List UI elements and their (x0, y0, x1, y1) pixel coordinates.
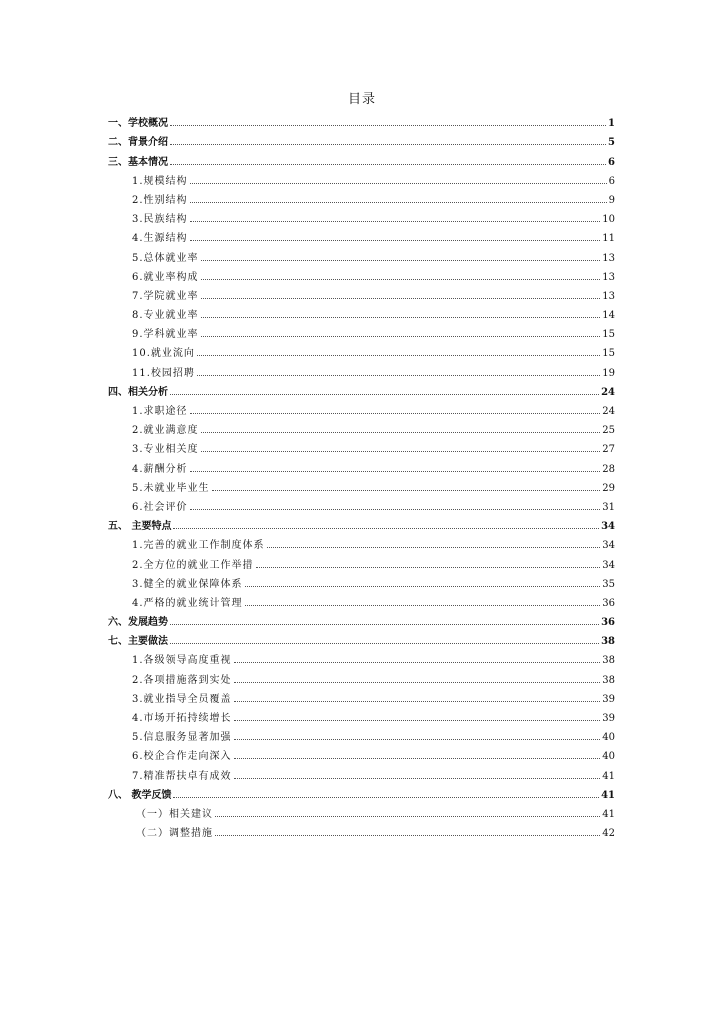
toc-entry-page-number: 24 (602, 406, 615, 417)
toc-dot-leader (190, 240, 601, 241)
toc-entry-label: 1.各级领导高度重视 (132, 655, 232, 667)
toc-entry-label: 4.市场开拓持续增长 (132, 713, 232, 724)
toc-section-entry[interactable] (108, 379, 615, 398)
toc-entry-label: 6.社会评价 (132, 501, 188, 513)
toc-entry-page-number: 36 (601, 617, 615, 629)
toc-entry-label: 11.校园招聘 (132, 367, 195, 379)
toc-entry-label: 7.学院就业率 (132, 290, 199, 302)
toc-subsection-entry[interactable] (108, 705, 615, 724)
toc-dot-leader (170, 643, 599, 644)
toc-dot-leader (190, 471, 601, 472)
toc-entry-page-number: 14 (602, 310, 615, 322)
toc-entry-page-number: 41 (601, 789, 615, 801)
toc-entry-page-number: 36 (602, 597, 615, 609)
toc-entry-page-number: 24 (601, 386, 615, 398)
toc-entry-page-number: 15 (602, 329, 615, 341)
toc-subsection-entry[interactable] (108, 455, 615, 474)
toc-entry-page-number: 10 (602, 214, 615, 226)
toc-entry-page-number: 15 (602, 348, 615, 360)
toc-subsection-entry[interactable] (108, 532, 615, 551)
toc-entry-label: 7.精准帮扶卓有成效 (132, 770, 232, 782)
toc-subsection-entry[interactable] (108, 244, 615, 263)
toc-dot-leader (245, 586, 601, 587)
toc-entry-page-number: 42 (602, 828, 615, 840)
toc-entry-label: 2.各项措施落到实处 (132, 674, 232, 686)
toc-entry-label: （二）调整措施 (136, 828, 213, 840)
toc-subsection-entry[interactable] (108, 475, 615, 494)
toc-dot-leader (173, 528, 599, 529)
toc-dot-leader (173, 797, 599, 798)
toc-entry-label: 四、相关分析 (108, 386, 168, 398)
toc-dot-leader (170, 125, 606, 126)
toc-entry-label: 二、背景介绍 (108, 137, 168, 149)
toc-entry-page-number: 40 (602, 751, 615, 763)
toc-entry-label: 1.规模结构 (132, 175, 188, 187)
toc-dot-leader (170, 394, 599, 395)
toc-list (108, 110, 615, 839)
toc-entry-label: 3.专业相关度 (132, 444, 199, 456)
toc-entry-label: 6.校企合作走向深入 (132, 751, 232, 763)
toc-entry-label: 4.生源结构 (132, 233, 188, 245)
toc-subsection-entry[interactable] (108, 225, 615, 244)
toc-dot-leader (170, 144, 606, 145)
toc-entry-page-number: 34 (601, 521, 615, 533)
toc-section-entry[interactable] (108, 148, 615, 167)
toc-subsection-entry[interactable] (108, 820, 615, 839)
toc-subsection-entry[interactable] (108, 206, 615, 225)
toc-subsection-entry[interactable] (108, 168, 615, 187)
toc-entry-label: 七、主要做法 (108, 636, 168, 648)
toc-subsection-entry[interactable] (108, 302, 615, 321)
toc-dot-leader (197, 355, 600, 356)
toc-section-entry[interactable] (108, 513, 615, 532)
toc-entry-label: 八、 教学反馈 (108, 789, 172, 801)
toc-entry-page-number: 1 (608, 118, 615, 130)
toc-entry-page-number: 39 (602, 693, 615, 705)
toc-subsection-entry[interactable] (108, 321, 615, 340)
toc-entry-page-number: 13 (602, 290, 615, 302)
toc-dot-leader (190, 509, 601, 510)
toc-subsection-entry[interactable] (108, 590, 615, 609)
toc-subsection-entry[interactable] (108, 187, 615, 206)
toc-entry-page-number: 28 (602, 463, 615, 475)
toc-dot-leader (201, 260, 601, 261)
toc-entry-page-number: 38 (602, 674, 615, 686)
toc-title: 目录 (347, 92, 376, 107)
toc-dot-leader (190, 221, 601, 222)
toc-subsection-entry[interactable] (108, 801, 615, 820)
toc-dot-leader (245, 605, 601, 606)
toc-entry-label: 3.民族结构 (132, 214, 188, 226)
toc-entry-page-number: 40 (602, 732, 615, 744)
toc-entry-label: 4.薪酬分析 (132, 463, 188, 475)
toc-entry-page-number: 34 (602, 559, 615, 571)
toc-dot-leader (201, 451, 601, 452)
toc-entry-label: 2.全方位的就业工作举措 (132, 559, 254, 571)
toc-entry-page-number: 38 (601, 636, 615, 648)
toc-entry-page-number: 39 (602, 713, 615, 724)
toc-dot-leader (190, 183, 607, 184)
toc-entry-label: 4.严格的就业统计管理 (132, 597, 243, 609)
toc-subsection-entry[interactable] (108, 551, 615, 570)
toc-entry-page-number: 19 (602, 367, 615, 379)
toc-dot-leader (234, 758, 601, 759)
toc-entry-page-number: 5 (608, 137, 615, 149)
toc-dot-leader (212, 490, 601, 491)
toc-entry-label: 3.健全的就业保障体系 (132, 578, 243, 590)
toc-section-entry[interactable] (108, 628, 615, 647)
toc-subsection-entry[interactable] (108, 417, 615, 436)
toc-entry-label: 6.就业率构成 (132, 271, 199, 283)
toc-entry-label: 5.未就业毕业生 (132, 482, 210, 494)
toc-entry-page-number: 9 (608, 194, 615, 206)
toc-subsection-entry[interactable] (108, 340, 615, 359)
toc-subsection-entry[interactable] (108, 398, 615, 417)
toc-entry-page-number: 29 (602, 482, 615, 494)
toc-entry-label: 2.性别结构 (132, 194, 188, 206)
toc-dot-leader (234, 739, 601, 740)
toc-entry-label: 8.专业就业率 (132, 310, 199, 322)
toc-entry-page-number: 25 (602, 425, 615, 437)
toc-entry-page-number: 31 (602, 501, 615, 513)
toc-dot-leader (267, 547, 601, 548)
toc-dot-leader (215, 816, 600, 817)
toc-subsection-entry[interactable] (108, 743, 615, 762)
toc-subsection-entry[interactable] (108, 724, 615, 743)
toc-dot-leader (201, 279, 601, 280)
toc-dot-leader (197, 375, 600, 376)
toc-subsection-entry[interactable] (108, 647, 615, 666)
toc-dot-leader (201, 298, 601, 299)
toc-subsection-entry[interactable] (108, 283, 615, 302)
toc-dot-leader (234, 701, 601, 702)
toc-entry-page-number: 34 (602, 540, 615, 552)
toc-entry-label: 3.就业指导全员覆盖 (132, 693, 232, 705)
toc-dot-leader (190, 202, 607, 203)
toc-entry-page-number: 35 (602, 578, 615, 590)
toc-entry-label: 六、发展趋势 (108, 617, 168, 629)
toc-subsection-entry[interactable] (108, 686, 615, 705)
toc-dot-leader (190, 413, 601, 414)
toc-entry-page-number: 13 (602, 252, 615, 264)
toc-section-entry[interactable] (108, 782, 615, 801)
toc-dot-leader (256, 567, 601, 568)
toc-subsection-entry[interactable] (108, 494, 615, 513)
toc-subsection-entry[interactable] (108, 571, 615, 590)
toc-entry-label: 一、学校概况 (108, 118, 168, 130)
toc-entry-label: 5.总体就业率 (132, 252, 199, 264)
toc-subsection-entry[interactable] (108, 762, 615, 781)
toc-entry-page-number: 41 (602, 770, 615, 782)
toc-dot-leader (170, 624, 599, 625)
toc-entry-label: 1.求职途径 (132, 406, 188, 417)
toc-entry-label: （一）相关建议 (136, 808, 213, 820)
toc-entry-page-number: 27 (602, 444, 615, 456)
toc-entry-label: 三、基本情况 (108, 156, 168, 168)
toc-section-entry[interactable] (108, 129, 615, 148)
toc-dot-leader (234, 778, 601, 779)
toc-entry-label: 9.学科就业率 (132, 329, 199, 341)
toc-entry-label: 10.就业流向 (132, 348, 195, 360)
toc-entry-page-number: 13 (602, 271, 615, 283)
toc-dot-leader (170, 164, 606, 165)
toc-entry-label: 五、 主要特点 (108, 521, 172, 533)
toc-entry-label: 5.信息服务显著加强 (132, 732, 232, 744)
toc-entry-page-number: 41 (602, 808, 615, 820)
toc-dot-leader (201, 317, 601, 318)
toc-subsection-entry[interactable] (108, 436, 615, 455)
toc-entry-label: 2.就业满意度 (132, 425, 199, 437)
toc-subsection-entry[interactable] (108, 666, 615, 685)
toc-dot-leader (215, 835, 600, 836)
toc-entry-page-number: 6 (608, 175, 615, 187)
toc-entry-page-number: 11 (602, 233, 615, 245)
toc-entry-page-number: 38 (602, 655, 615, 667)
toc-section-entry[interactable] (108, 110, 615, 129)
toc-entry-page-number: 6 (608, 156, 615, 168)
toc-dot-leader (234, 720, 601, 721)
toc-dot-leader (234, 682, 601, 683)
toc-dot-leader (201, 432, 601, 433)
toc-dot-leader (201, 336, 601, 337)
toc-subsection-entry[interactable] (108, 359, 615, 378)
toc-entry-label: 1.完善的就业工作制度体系 (132, 540, 265, 552)
toc-section-entry[interactable] (108, 609, 615, 628)
toc-dot-leader (234, 662, 601, 663)
toc-subsection-entry[interactable] (108, 264, 615, 283)
